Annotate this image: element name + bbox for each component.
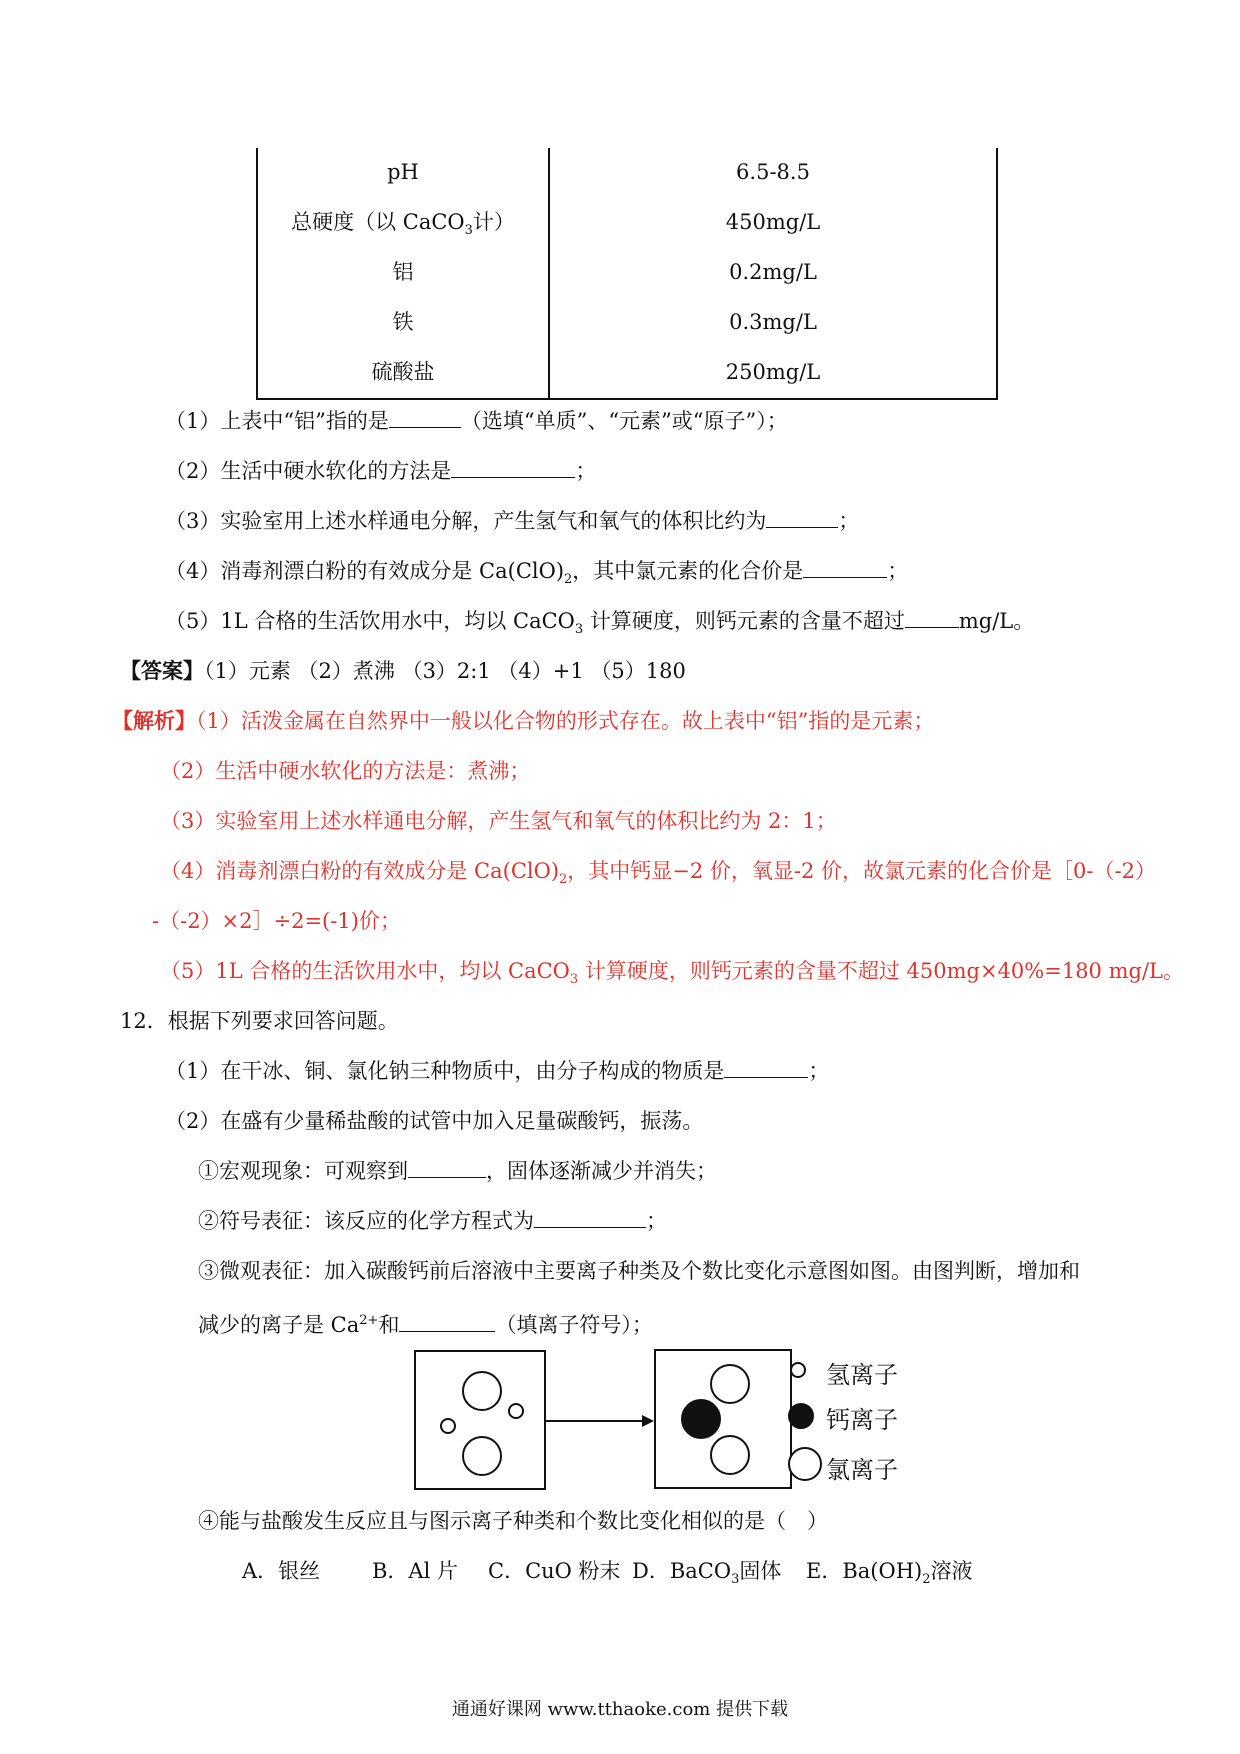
legend-chloride-ion-icon xyxy=(788,1447,822,1481)
question-12-sub-3-line-2: 减少的离子是 $Ca^{2+}$和 （填离子符号）； xyxy=(198,1313,653,1337)
table-row xyxy=(258,302,996,342)
option-a: A．银丝 xyxy=(242,1559,321,1583)
analysis-line-5: -（-2）×2］÷2=(-1)价； xyxy=(152,909,401,933)
answer-blank xyxy=(408,1159,486,1178)
table-cell-item: 铁 xyxy=(392,310,414,334)
question-12-title: 12．根据下列要求回答问题。 xyxy=(120,1009,399,1033)
table-cell-value: 0.2mg/L xyxy=(729,260,817,284)
analysis-line-4: （4）消毒剂漂白粉的有效成分是 $Ca(ClO)_2$，其中钙显−2 价，氧显-2 价，故氯元素的化合价是［0-（-2） xyxy=(160,859,1156,888)
table-row xyxy=(258,252,996,292)
calcium-ion-icon xyxy=(681,1399,721,1439)
answer-label: 【答案】 xyxy=(120,658,204,683)
arrow-line xyxy=(544,1420,644,1422)
answer-blank xyxy=(803,559,887,578)
hydrogen-ion-icon xyxy=(508,1403,524,1419)
chloride-ion-icon xyxy=(462,1371,502,1411)
legend-calcium-ion-icon xyxy=(788,1403,814,1429)
chloride-ion-icon xyxy=(710,1435,750,1475)
table-row xyxy=(258,152,996,192)
arrow-right-icon xyxy=(642,1415,654,1427)
answer-blank xyxy=(399,1313,495,1332)
answer-blank xyxy=(534,1209,646,1228)
answer-blank xyxy=(766,509,838,528)
table-cell-value: 250mg/L xyxy=(725,360,821,384)
table-row xyxy=(258,352,996,392)
table-cell-item: pH xyxy=(387,160,419,184)
table-cell-value: 450mg/L xyxy=(725,210,821,234)
table-row xyxy=(258,202,996,242)
hydrogen-ion-icon xyxy=(440,1418,456,1434)
option-c: C．CuO 粉末 xyxy=(488,1559,621,1583)
answer-blank xyxy=(451,459,575,478)
question-3: （3）实验室用上述水样通电分解，产生氢气和氧气的体积比约为 ； xyxy=(165,509,860,533)
option-b: B．Al 片 xyxy=(372,1559,458,1583)
table-cell-value: 6.5-8.5 xyxy=(736,160,810,184)
table-cell-item: 铝 xyxy=(392,260,414,284)
table-cell-item: 硫酸盐 xyxy=(371,360,435,384)
analysis-line-6: （5）1L 合格的生活饮用水中，均以 CaCO$_3$ 计算硬度，则钙元素的含量不超过 450mg×40%=180 mg/L。 xyxy=(160,959,1184,988)
chloride-ion-icon xyxy=(462,1436,502,1476)
analysis-line-3: （3）实验室用上述水样通电分解，产生氢气和氧气的体积比约为 2：1； xyxy=(160,809,837,833)
option-e: E．$Ba(OH)_2$溶液 xyxy=(806,1559,973,1588)
table-cell-item: 总硬度（以 CaCO$_3$计） xyxy=(291,210,515,239)
question-1: （1）上表中“铝”指的是 （选填“单质”、“元素”或“原子”）； xyxy=(165,409,788,433)
question-2: （2）生活中硬水软化的方法是 ； xyxy=(165,459,597,483)
question-12-sub-1: ①宏观现象：可观察到 ，固体逐渐减少并消失； xyxy=(198,1159,717,1183)
question-5: （5）1L 合格的生活饮用水中，均以 CaCO$_3$ 计算硬度，则钙元素的含量不超过 mg/L。 xyxy=(165,609,1035,638)
answer-blank xyxy=(389,409,461,428)
question-12-sub-3-line-1: ③微观表征：加入碳酸钙前后溶液中主要离子种类及个数比变化示意图如图。由图判断，增加和 xyxy=(198,1259,1080,1283)
analysis-line-2: （2）生活中硬水软化的方法是：煮沸； xyxy=(160,759,531,783)
question-12-sub-2: ②符号表征：该反应的化学方程式为 ； xyxy=(198,1209,667,1233)
legend-calcium-label: 钙离子 xyxy=(826,1406,898,1434)
answer-blank xyxy=(724,1059,808,1078)
question-12-part-2: （2）在盛有少量稀盐酸的试管中加入足量碳酸钙，振荡。 xyxy=(165,1109,704,1133)
chloride-ion-icon xyxy=(710,1364,750,1404)
legend-hydrogen-label: 氢离子 xyxy=(826,1361,898,1389)
legend-hydrogen-ion-icon xyxy=(790,1362,806,1378)
answer-line xyxy=(120,655,686,687)
question-12-part-1: （1）在干冰、铜、氯化钠三种物质中，由分子构成的物质是 ； xyxy=(165,1059,830,1083)
answer-text: （1）元素 （2）煮沸 （3）2:1 （4）+1 （5）180 xyxy=(204,659,686,683)
question-12-sub-4: ④能与盐酸发生反应且与图示离子种类和个数比变化相似的是（ ） xyxy=(198,1509,828,1533)
option-d: D．BaCO$_3$固体 xyxy=(632,1559,782,1588)
legend-chloride-label: 氯离子 xyxy=(826,1456,898,1484)
question-4: （4）消毒剂漂白粉的有效成分是 $Ca(ClO)_2$，其中氯元素的化合价是 ； xyxy=(165,559,909,588)
analysis-label: 【解析】 xyxy=(112,708,196,733)
table-cell-value: 0.3mg/L xyxy=(729,310,817,334)
analysis-line-1: 【解析】（1）活泼金属在自然界中一般以化合物的形式存在。故上表中“铝”指的是元素； xyxy=(112,708,935,733)
water-standard-table xyxy=(256,148,998,400)
answer-blank xyxy=(905,609,959,628)
page-footer: 通通好课网 www.tthaoke.com 提供下载 xyxy=(451,1699,789,1720)
